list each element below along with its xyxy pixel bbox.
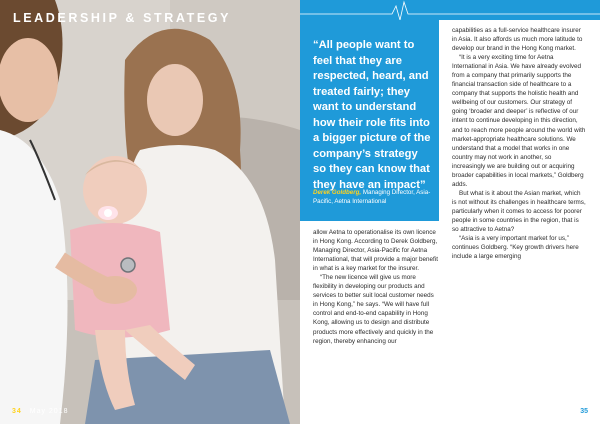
header-bar	[300, 0, 600, 20]
paragraph: capabilities as a full-service healthcare insurer in Asia. It also affords us much more latitude to develop our brand in the Hong Kong market.	[452, 27, 583, 53]
left-page-number: 34	[12, 408, 22, 415]
paragraph: But what is it about the Asian market, which is not without its challenges in healthcare terms, particularly when it comes to access for poorer people in some countries in the region, that is so attractive to Aetna?	[452, 189, 586, 234]
left-page-footer	[12, 408, 69, 415]
right-page-number: 35	[580, 408, 588, 415]
pull-quote-panel	[300, 20, 439, 221]
heartbeat-line-icon	[300, 0, 600, 20]
issue-date: May 2018	[29, 408, 69, 415]
quote-author-role: Managing Director, Asia-Pacific, Aetna International	[313, 189, 431, 205]
body-column-2	[452, 26, 586, 261]
pull-quote: “All people want to feel that they are respected, heard, and treated fairly; they want to understand how their role fits into a bigger picture of the company’s strategy so they can know that they have an impact”	[313, 39, 431, 191]
paragraph: “It is a very exciting time for Aetna International in Asia. We have already evolved from a company that primarily supports the financial transaction side of healthcare to a company that supports the holistic health and wellbeing of our customers. Our strategy of going ‘broader and deeper’ is reflective of our intent to continue developing in this direction, and to reach more people around the world with market-appropriate healthcare solutions. We understand that a model that works in one country may not work in another, so increasingly we are building out or acquiring broader capabilities in local markets,” Goldberg adds.	[452, 54, 586, 188]
paragraph: “The new licence will give us more flexibility in developing our products and services to better suit local customer needs in Hong Kong,” he says. “We will have full control and end-to-end capability in Hong Kong, allowing us to design and distribute products more effectively and quickly in the region, thereby enhancing our	[313, 274, 434, 345]
quote-author: Derek Goldberg,	[313, 189, 362, 196]
paragraph: “Asia is a very important market for us,” continues Goldberg. “Key growth drivers here include a large emerging	[452, 235, 579, 261]
right-page	[300, 0, 600, 424]
quote-attribution	[313, 188, 433, 206]
body-column-1	[313, 228, 439, 346]
paragraph: allow Aetna to operationalise its own licence in Hong Kong. According to Derek Goldberg, Managing Director, Asia-Pacific for Aetna International, that will provide a major benefit in what is a key market for the insurer.	[313, 229, 438, 273]
section-title: LEADERSHIP & STRATEGY	[13, 11, 232, 25]
